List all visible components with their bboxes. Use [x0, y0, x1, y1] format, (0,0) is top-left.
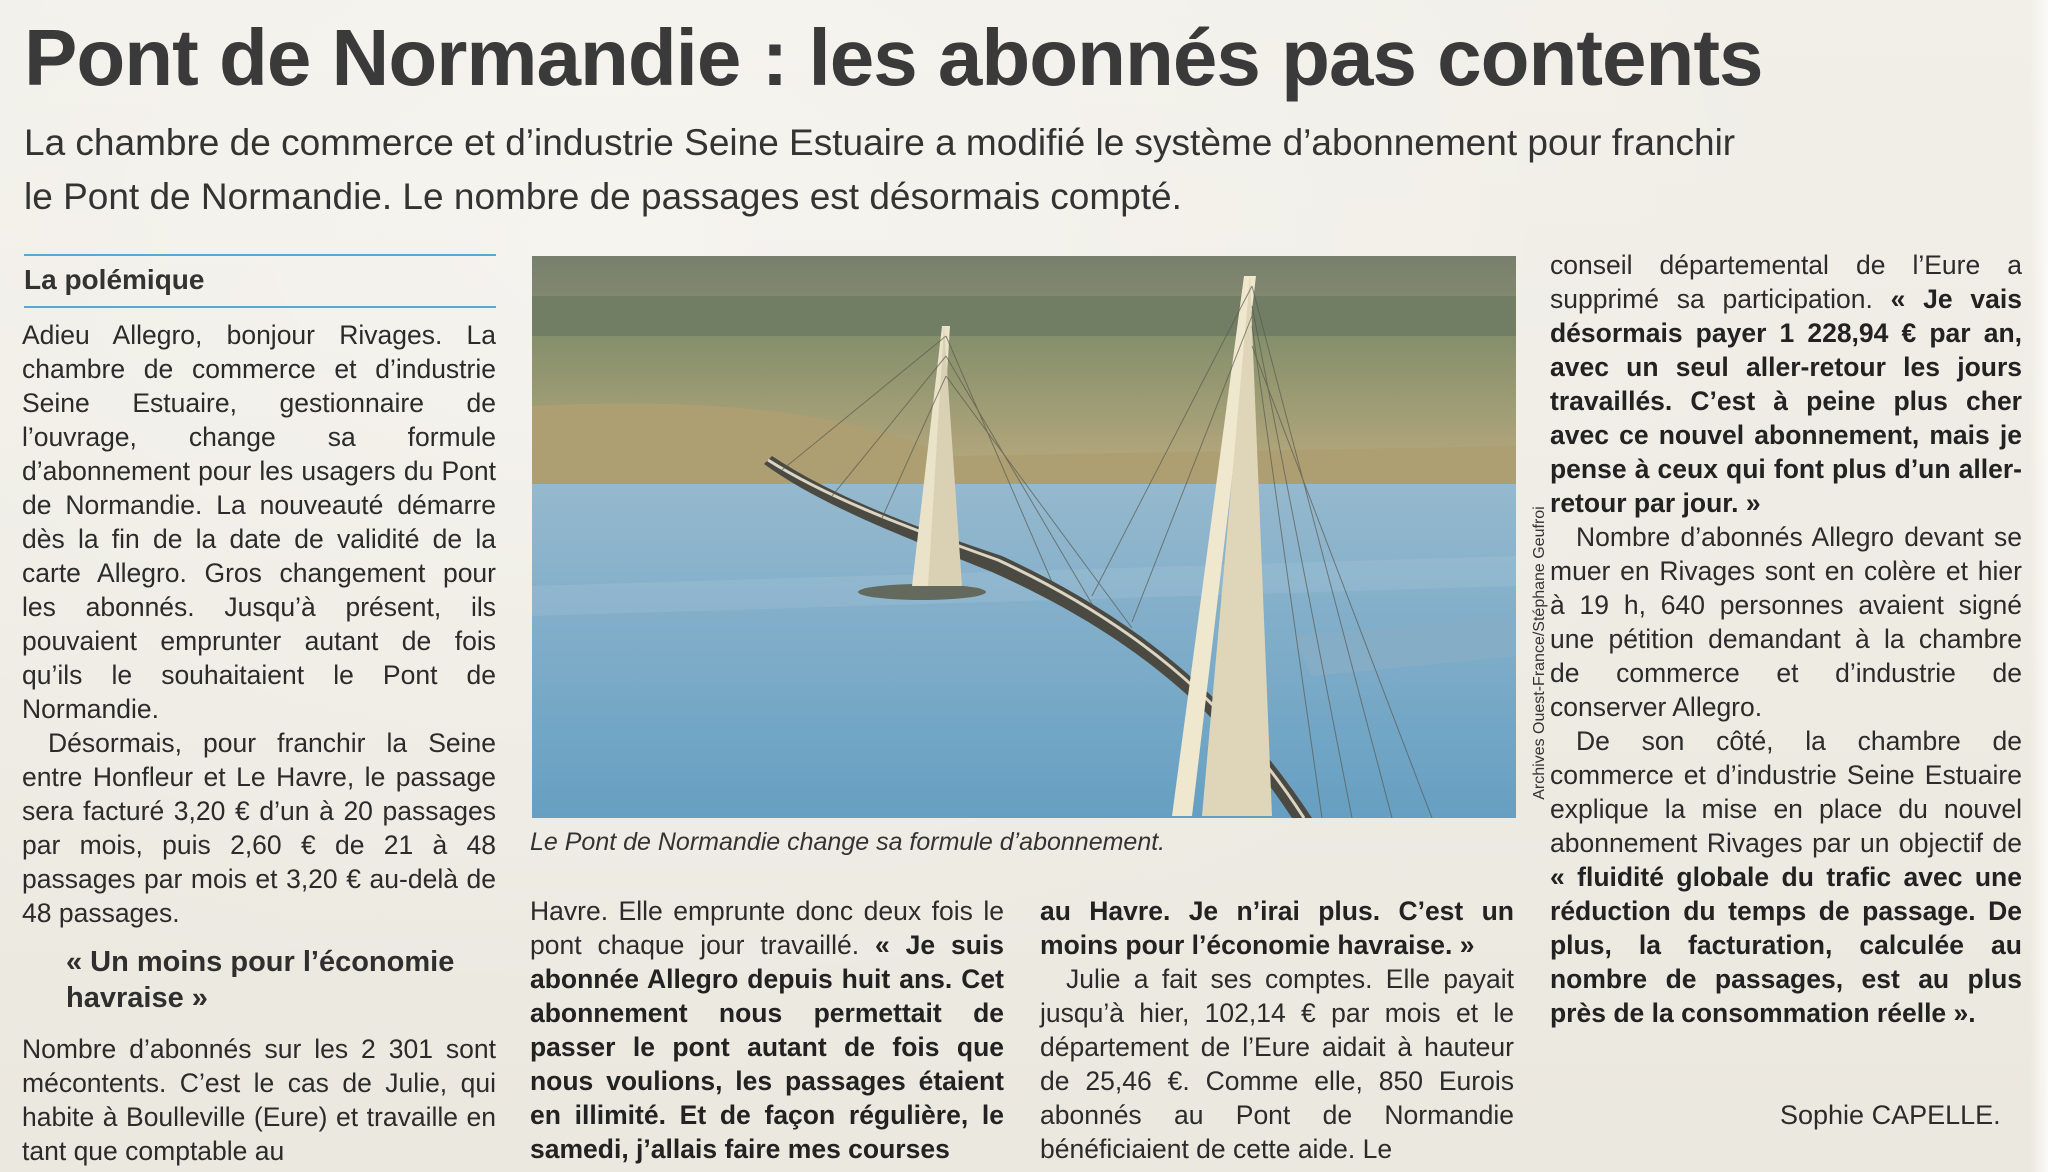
paragraph — [1040, 894, 1514, 962]
section-heading: La polémique — [24, 264, 205, 295]
paragraph — [1550, 724, 2022, 1030]
paragraph: Julie a fait ses comptes. Elle payait jusqu’à hier, 102,14 € par mois et le département de l’Eure aidait à hauteur de 25,46 €. Comme elle, 850 Eurois abonnés au Pont de Normandie bénéficiaient de cette aide. Le — [1040, 964, 1514, 1164]
quote: « Je suis abonnée Allegro depuis huit ans. Cet abonnement nous permettait de passer le pont autant de fois que nous voulions, les passages étaient en illimité. Et de façon régulière, le samedi, j’allais faire mes courses — [530, 930, 1004, 1164]
photo-credit-text: Archives Ouest-France/Stéphane Geufroi — [1531, 506, 1548, 800]
paragraph: Nombre d’abonnés Allegro devant se muer en Rivages sont en colère et hier à 19 h, 640 personnes avaient signé une pétition demandant à la chambre de commerce et d’industrie de conserver Allegro. — [1550, 522, 2022, 722]
paragraph-text: De son côté, la chambre de commerce et d’industrie Seine Estuaire explique la mise en place du nouvel abonnement Rivages par un objectif de — [1550, 726, 2022, 858]
quote: au Havre. Je n’irai plus. C’est un moins pour l’économie havraise. » — [1040, 896, 1514, 960]
subheading: « Un moins pour l’économie havraise » — [66, 946, 455, 1014]
bridge-photo — [532, 256, 1516, 818]
quote: « fluidité globale du trafic avec une réduction du temps de passage. De plus, la facturation, calculée au nombre de passages, est au plus près de la consommation réelle ». — [1550, 862, 2022, 1028]
article-title: Pont de Normandie : les abonnés pas contents — [24, 13, 1763, 102]
paragraph: Nombre d’abonnés sur les 2 301 sont mécontents. C’est le cas de Julie, qui habite à Boulleville (Eure) et travaille en tant que comptable au — [22, 1034, 496, 1166]
article-standfirst: La chambre de commerce et d’industrie Seine Estuaire a modifié le système d’abonnement pour franchir le Pont de Normandie. Le nombre de passages est désormais compté. — [24, 122, 1736, 217]
section-rule-bottom — [24, 306, 496, 308]
photo-caption: Le Pont de Normandie change sa formule d’abonnement. — [530, 828, 1166, 856]
paragraph — [530, 894, 1004, 1166]
column-4 — [1550, 248, 2022, 1030]
paragraph: Désormais, pour franchir la Seine entre Honfleur et Le Havre, le passage sera facturé 3,20 € d’un à 20 passages par mois, puis 2,60 € de 21 à 48 passages par mois et 3,20 € au-delà de 48 passages. — [22, 728, 496, 928]
paragraph — [1550, 248, 2022, 520]
page-edge — [2030, 0, 2048, 1172]
paragraph-text: Havre. Elle emprunte donc deux fois le pont chaque jour travaillé. — [530, 896, 1004, 960]
photo-credit — [1530, 484, 1548, 824]
byline: Sophie CAPELLE. — [1780, 1100, 2001, 1130]
bridge-photo-illustration — [532, 256, 1516, 818]
column-2 — [530, 894, 1004, 1166]
section-rule-top — [24, 254, 496, 256]
paragraph: Adieu Allegro, bonjour Rivages. La chambre de commerce et d’industrie Seine Estuaire, gestionnaire de l’ouvrage, change sa formule d’abonnement pour les usagers du Pont de Normandie. La nouveauté démarre dès la fin de la date de validité de la carte Allegro. Gros changement pour les abonnés. Jusqu’à présent, ils pouvaient emprunter autant de fois qu’ils le souhaitaient le Pont de Normandie. — [22, 320, 496, 724]
column-1 — [22, 318, 496, 1168]
quote: « Je vais désormais payer 1 228,94 € par an, avec un seul aller-retour les jours travaillés. C’est à peine plus cher avec ce nouvel abonnement, mais je pense à ceux qui font plus d’un aller-retour par jour. » — [1550, 284, 2022, 518]
column-3 — [1040, 894, 1514, 1166]
paragraph-text: conseil départemental de l’Eure a supprimé sa participation. — [1550, 250, 2022, 314]
